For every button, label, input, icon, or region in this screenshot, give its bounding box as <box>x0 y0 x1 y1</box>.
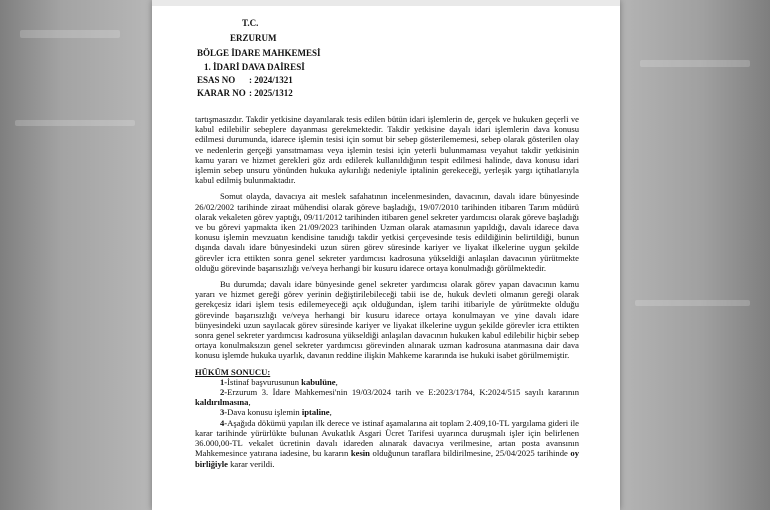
karar-label: KARAR NO <box>197 88 246 98</box>
background-blur <box>20 30 120 38</box>
header-tc: T.C. <box>242 18 259 28</box>
background-right <box>620 0 770 510</box>
header-city: ERZURUM <box>230 33 277 43</box>
background-blur <box>640 60 750 67</box>
paragraph-reasoning: tartışmasızdır. Takdir yetkisine dayanılarak tesis edilen bütün idari işlemlerin de, gerçek ve hukuken geçerli ve kabul edilebilir sebeplere dayanması gerekmektedir. Takdir yetkisine dayalı idari işlemlerin dava konusu edilmesi durumunda, idarece işlemin tesisi için somut bir sebep gösterilememesi, sebep olarak gösterilen olay ve nedenlerin gerçeği yansıtmaması veya işlemin tesisi için yeterli bulunmaması veyahut takdir yetkisinin kamu yararı ve hizmet gerekleri göz ardı edilerek kullanıldığının tespit edilmesi halinde, dava konusu idari işlemin sebep unsuru yönünden hukuka aykırılığı nedeniyle iptalinin gerekeceği, yerleşik yargı içtihatlarıyla kabul edilmiş bulunmaktadır. <box>195 114 579 186</box>
paragraph-conclusion: Bu durumda; davalı idare bünyesinde genel sekreter yardımcısı olarak görev yapan davacının kamu yararı ve hizmet gereği görev yerinin değiştirilebileceği tabii ise de, hukuk devleti olmanın gereği olarak gerekçesiz idari işlem tesis edilemeyeceği açık olduğundan, işlem tarihi itibariyle de yürütmekte olduğu görevinde başarısızlığı ve/veya herhangi bir kusuru idarece ortaya konulmayan ve yine davalı idare bünyesindeki uzun sayılacak görev süresinde kariyer ve liyakat ilkelerine uygun şekilde görevler icra ettikten sonra genel sekreter yardımcısı kadrosuna yükseldiği anlaşılan davacının hukuken kabul edilebilir hiçbir sebep ortaya konulmaksızın genel sekreter yardımcısı görevinden alınarak uzman kadrosuna atanmasına dair dava konusu işlemde hukuka uyarlık, davanın reddine ilişkin Mahkeme kararında ise hukuki isabet görülmemiştir. <box>195 279 579 361</box>
document-body <box>195 114 579 469</box>
judgment-title: HÜKÜM SONUCU: <box>195 366 271 377</box>
paragraph-facts: Somut olayda, davacıya ait meslek safahatının incelenmesinden, davacının, davalı idare bünyesinde 26/02/2002 tarihinde ziraat mühendisi olarak göreve başladığı, 19/07/2010 tarihinden itibaren Tarım müdürü olarak vekaleten görev yaptığı, 09/11/2012 tarihinden itibaren genel sekreter yardımcısı olarak göreve başladığı ve bu görevi yapmakta iken 21/09/2023 tarihinden Uzman olarak atamasının yapıldığı, davalı idarece dava konusu işlemin mevzuatın kendisine tanıdığı takdir yetkisi çerçevesinde tesis edildiğinin belirtildiği, bunun dışında davalı idare bünyesindeki uzun süren görev süresinde kariyer ve liyakat ilkelerine uygun şekilde görevler icra ettikten sonra genel sekreter yardımcısı kadrosuna yükseldiği anlaşılan davacının yürütmekte olduğu görevinde başarısızlığı ve/veya herhangi bir kusuru idarece ortaya konulmadığı görülmektedir. <box>195 191 579 273</box>
karar-value: : 2025/1312 <box>249 88 293 98</box>
judgment-item-1: 1-İstinaf başvurusunun kabulüne, <box>220 376 338 387</box>
page-top-edge <box>152 0 620 6</box>
judgment-item-4: 4-Aşağıda dökümü yapılan ilk derece ve istinaf aşamalarına ait toplam 2.409,10-TL yargılama gideri ile karar tarihinde yürürlükte bulunan Avukatlık Asgari Ücret Tarifesi uyarınca duruşmalı işler için belirlenen 36.000,00-TL vekalet ücretinin davalı idareden alınarak davacıya verilmesine, artan posta avansının Mahkemesince yatırana iadesine, bu kararın kesin olduğunun taraflara bildirilmesine, 25/04/2025 tarihinde oy birliğiyle karar verildi. <box>195 417 579 469</box>
background-left <box>0 0 152 510</box>
document-page <box>152 0 620 510</box>
background-blur <box>635 300 750 306</box>
esas-label: ESAS NO <box>197 75 236 85</box>
header-court: BÖLGE İDARE MAHKEMESİ <box>197 48 321 58</box>
background-blur <box>15 120 135 126</box>
esas-value: : 2024/1321 <box>249 75 293 85</box>
judgment-item-3: 3-Dava konusu işlemin iptaline, <box>220 407 332 418</box>
judgment-item-2: 2-Erzurum 3. İdare Mahkemesi'nin 19/03/2024 tarih ve E:2023/1784, K:2024/515 sayılı kararının kaldırılmasına, <box>195 387 579 408</box>
header-chamber: 1. İDARİ DAVA DAİRESİ <box>204 62 305 72</box>
